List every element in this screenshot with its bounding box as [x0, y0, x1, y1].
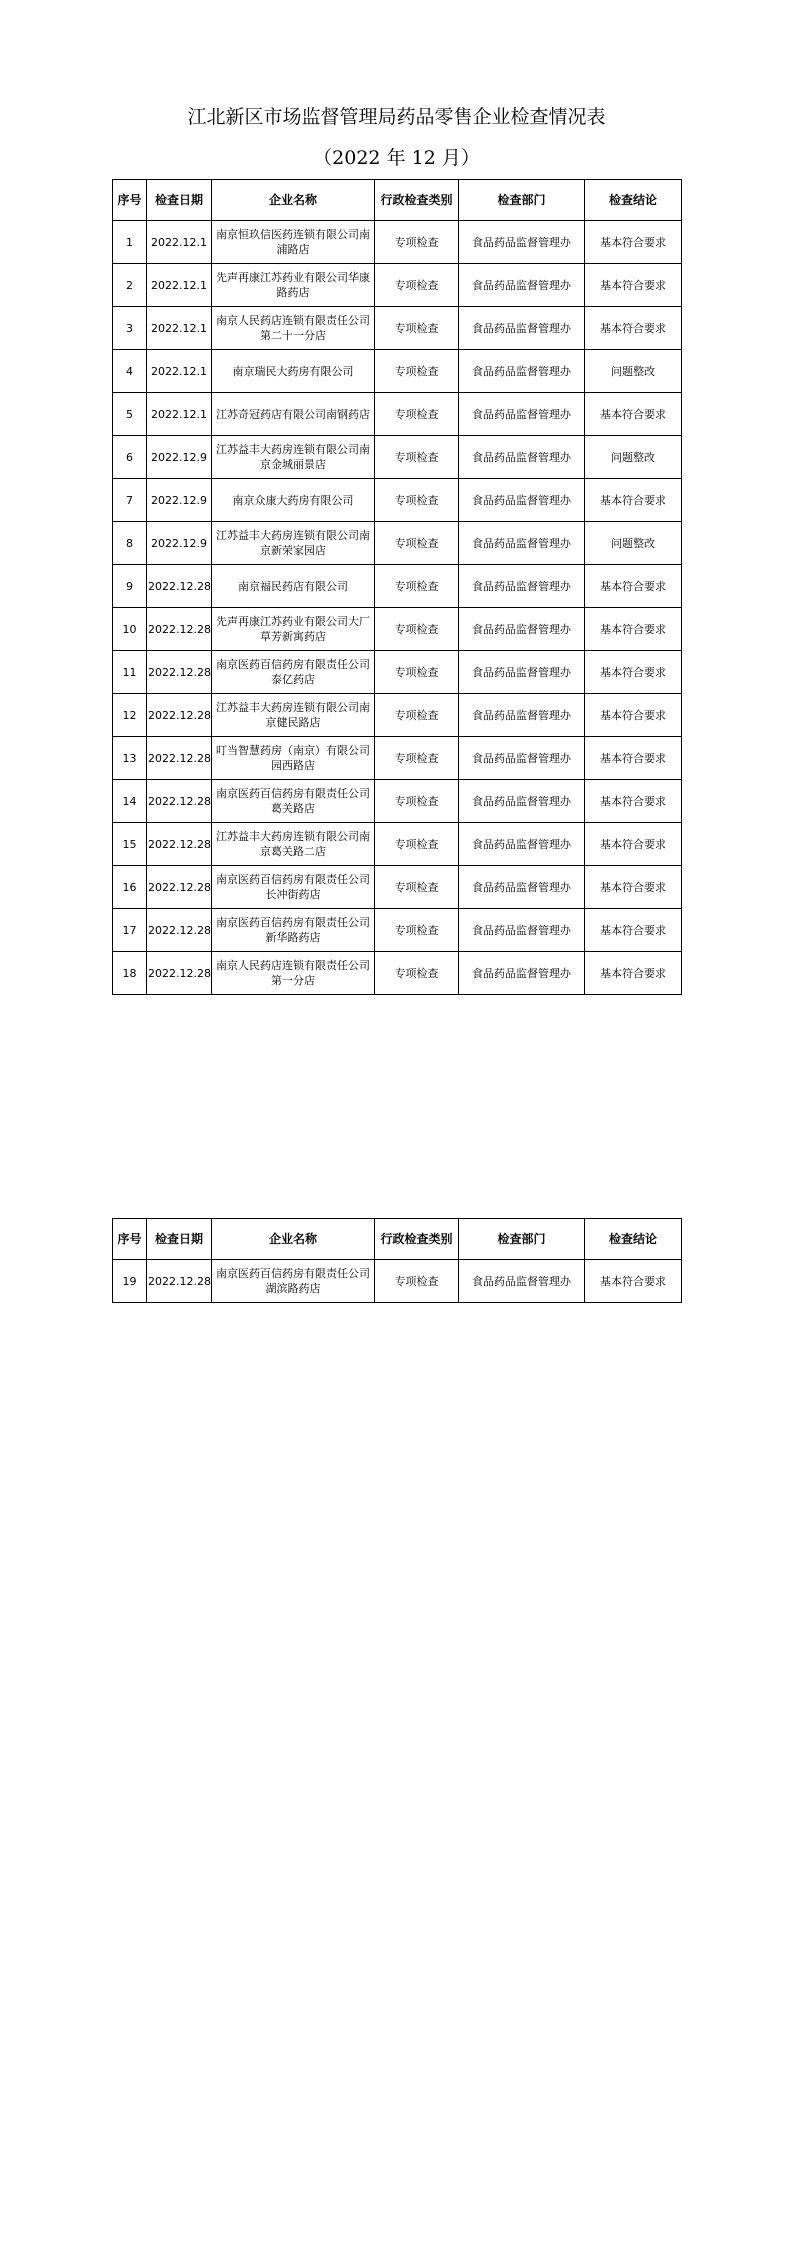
table-row [113, 694, 682, 737]
cell-result: 基本符合要求 [585, 780, 682, 823]
cell-department: 食品药品监督管理办 [459, 479, 585, 522]
cell-inspection-type: 专项检查 [375, 393, 459, 436]
cell-date: 2022.12.1 [147, 307, 212, 350]
cell-result: 基本符合要求 [585, 952, 682, 995]
cell-result: 基本符合要求 [585, 393, 682, 436]
cell-company-name: 叮当智慧药房（南京）有限公司园西路店 [212, 737, 375, 780]
table-row [113, 909, 682, 952]
cell-company-name: 先声再康江苏药业有限公司华康路药店 [212, 264, 375, 307]
table-row [113, 221, 682, 264]
table-row [113, 479, 682, 522]
table-row [113, 952, 682, 995]
cell-no: 15 [113, 823, 147, 866]
cell-result: 基本符合要求 [585, 1260, 682, 1303]
table-row [113, 737, 682, 780]
cell-inspection-type: 专项检查 [375, 221, 459, 264]
cell-no: 17 [113, 909, 147, 952]
table-row [113, 565, 682, 608]
cell-no: 13 [113, 737, 147, 780]
cell-result: 问题整改 [585, 350, 682, 393]
cell-inspection-type: 专项检查 [375, 350, 459, 393]
cell-company-name: 江苏益丰大药房连锁有限公司南京金城丽景店 [212, 436, 375, 479]
cell-result: 基本符合要求 [585, 479, 682, 522]
cell-date: 2022.12.28 [147, 780, 212, 823]
cell-result: 基本符合要求 [585, 221, 682, 264]
cell-date: 2022.12.28 [147, 1260, 212, 1303]
table-row [113, 651, 682, 694]
table-header-row [113, 1219, 682, 1260]
header-result: 检查结论 [585, 1219, 682, 1260]
cell-no: 9 [113, 565, 147, 608]
table-body [113, 221, 682, 995]
header-company: 企业名称 [212, 180, 375, 221]
header-type: 行政检查类别 [375, 180, 459, 221]
cell-inspection-type: 专项检查 [375, 780, 459, 823]
cell-result: 基本符合要求 [585, 694, 682, 737]
cell-no: 4 [113, 350, 147, 393]
cell-date: 2022.12.1 [147, 264, 212, 307]
cell-company-name: 江苏益丰大药房连锁有限公司南京健民路店 [212, 694, 375, 737]
cell-result: 问题整改 [585, 436, 682, 479]
cell-no: 19 [113, 1260, 147, 1303]
cell-date: 2022.12.28 [147, 694, 212, 737]
cell-inspection-type: 专项检查 [375, 307, 459, 350]
cell-result: 基本符合要求 [585, 264, 682, 307]
cell-no: 14 [113, 780, 147, 823]
cell-date: 2022.12.28 [147, 651, 212, 694]
cell-company-name: 南京医药百信药房有限责任公司葛关路店 [212, 780, 375, 823]
cell-no: 10 [113, 608, 147, 651]
page-title: 江北新区市场监督管理局药品零售企业检查情况表 [187, 106, 606, 128]
cell-date: 2022.12.9 [147, 479, 212, 522]
cell-company-name: 江苏益丰大药房连锁有限公司南京葛关路二店 [212, 823, 375, 866]
cell-inspection-type: 专项检查 [375, 264, 459, 307]
cell-no: 2 [113, 264, 147, 307]
cell-company-name: 江苏奇冠药店有限公司南钢药店 [212, 393, 375, 436]
header-date: 检查日期 [147, 1219, 212, 1260]
cell-company-name: 南京医药百信药房有限责任公司新华路药店 [212, 909, 375, 952]
cell-result: 基本符合要求 [585, 866, 682, 909]
cell-department: 食品药品监督管理办 [459, 565, 585, 608]
cell-result: 基本符合要求 [585, 307, 682, 350]
cell-department: 食品药品监督管理办 [459, 651, 585, 694]
cell-no: 12 [113, 694, 147, 737]
header-company: 企业名称 [212, 1219, 375, 1260]
table-row [113, 350, 682, 393]
cell-date: 2022.12.28 [147, 866, 212, 909]
table-header-row [113, 180, 682, 221]
cell-company-name: 南京瑞民大药房有限公司 [212, 350, 375, 393]
header-no: 序号 [113, 180, 147, 221]
cell-department: 食品药品监督管理办 [459, 909, 585, 952]
cell-no: 5 [113, 393, 147, 436]
cell-department: 食品药品监督管理办 [459, 823, 585, 866]
page-subtitle: （2022 年 12 月） [313, 147, 480, 169]
table-row [113, 608, 682, 651]
cell-company-name: 南京医药百信药房有限责任公司泰亿药店 [212, 651, 375, 694]
cell-result: 基本符合要求 [585, 823, 682, 866]
cell-inspection-type: 专项检查 [375, 479, 459, 522]
cell-company-name: 先声再康江苏药业有限公司大厂草芳新寓药店 [212, 608, 375, 651]
cell-date: 2022.12.28 [147, 952, 212, 995]
cell-department: 食品药品监督管理办 [459, 264, 585, 307]
cell-no: 3 [113, 307, 147, 350]
cell-inspection-type: 专项检查 [375, 694, 459, 737]
table-row [113, 1260, 682, 1303]
cell-no: 6 [113, 436, 147, 479]
cell-result: 基本符合要求 [585, 737, 682, 780]
cell-department: 食品药品监督管理办 [459, 780, 585, 823]
table-row [113, 264, 682, 307]
cell-department: 食品药品监督管理办 [459, 350, 585, 393]
cell-inspection-type: 专项检查 [375, 952, 459, 995]
cell-result: 基本符合要求 [585, 909, 682, 952]
cell-date: 2022.12.28 [147, 565, 212, 608]
cell-inspection-type: 专项检查 [375, 1260, 459, 1303]
cell-no: 11 [113, 651, 147, 694]
cell-no: 1 [113, 221, 147, 264]
cell-result: 基本符合要求 [585, 651, 682, 694]
cell-department: 食品药品监督管理办 [459, 436, 585, 479]
inspection-table-continued [112, 1218, 682, 1303]
cell-date: 2022.12.28 [147, 823, 212, 866]
cell-department: 食品药品监督管理办 [459, 952, 585, 995]
inspection-table [112, 179, 682, 995]
cell-inspection-type: 专项检查 [375, 608, 459, 651]
cell-company-name: 南京人民药店连锁有限责任公司第二十一分店 [212, 307, 375, 350]
cell-inspection-type: 专项检查 [375, 522, 459, 565]
cell-result: 问题整改 [585, 522, 682, 565]
cell-company-name: 江苏益丰大药房连锁有限公司南京新荣家园店 [212, 522, 375, 565]
cell-department: 食品药品监督管理办 [459, 694, 585, 737]
cell-company-name: 南京福民药店有限公司 [212, 565, 375, 608]
cell-department: 食品药品监督管理办 [459, 221, 585, 264]
header-date: 检查日期 [147, 180, 212, 221]
cell-department: 食品药品监督管理办 [459, 1260, 585, 1303]
cell-inspection-type: 专项检查 [375, 909, 459, 952]
cell-company-name: 南京人民药店连锁有限责任公司第一分店 [212, 952, 375, 995]
cell-inspection-type: 专项检查 [375, 737, 459, 780]
table-row [113, 522, 682, 565]
cell-department: 食品药品监督管理办 [459, 307, 585, 350]
table-row [113, 436, 682, 479]
cell-department: 食品药品监督管理办 [459, 737, 585, 780]
cell-company-name: 南京医药百信药房有限责任公司湖滨路药店 [212, 1260, 375, 1303]
cell-department: 食品药品监督管理办 [459, 608, 585, 651]
cell-inspection-type: 专项检查 [375, 651, 459, 694]
cell-company-name: 南京恒玖信医药连锁有限公司南浦路店 [212, 221, 375, 264]
cell-department: 食品药品监督管理办 [459, 393, 585, 436]
cell-inspection-type: 专项检查 [375, 866, 459, 909]
table-body [113, 1260, 682, 1303]
cell-company-name: 南京众康大药房有限公司 [212, 479, 375, 522]
header-dept: 检查部门 [459, 1219, 585, 1260]
table-row [113, 823, 682, 866]
cell-no: 16 [113, 866, 147, 909]
cell-date: 2022.12.9 [147, 436, 212, 479]
cell-company-name: 南京医药百信药房有限责任公司长冲街药店 [212, 866, 375, 909]
cell-date: 2022.12.1 [147, 393, 212, 436]
cell-inspection-type: 专项检查 [375, 823, 459, 866]
cell-department: 食品药品监督管理办 [459, 866, 585, 909]
cell-inspection-type: 专项检查 [375, 565, 459, 608]
table-row [113, 393, 682, 436]
cell-date: 2022.12.9 [147, 522, 212, 565]
header-type: 行政检查类别 [375, 1219, 459, 1260]
table-row [113, 866, 682, 909]
cell-department: 食品药品监督管理办 [459, 522, 585, 565]
cell-date: 2022.12.28 [147, 909, 212, 952]
table-row [113, 780, 682, 823]
cell-result: 基本符合要求 [585, 608, 682, 651]
header-no: 序号 [113, 1219, 147, 1260]
cell-date: 2022.12.28 [147, 737, 212, 780]
header-dept: 检查部门 [459, 180, 585, 221]
cell-date: 2022.12.1 [147, 221, 212, 264]
cell-no: 18 [113, 952, 147, 995]
header-result: 检查结论 [585, 180, 682, 221]
table-row [113, 307, 682, 350]
cell-date: 2022.12.1 [147, 350, 212, 393]
cell-result: 基本符合要求 [585, 565, 682, 608]
cell-no: 8 [113, 522, 147, 565]
cell-inspection-type: 专项检查 [375, 436, 459, 479]
cell-date: 2022.12.28 [147, 608, 212, 651]
cell-no: 7 [113, 479, 147, 522]
